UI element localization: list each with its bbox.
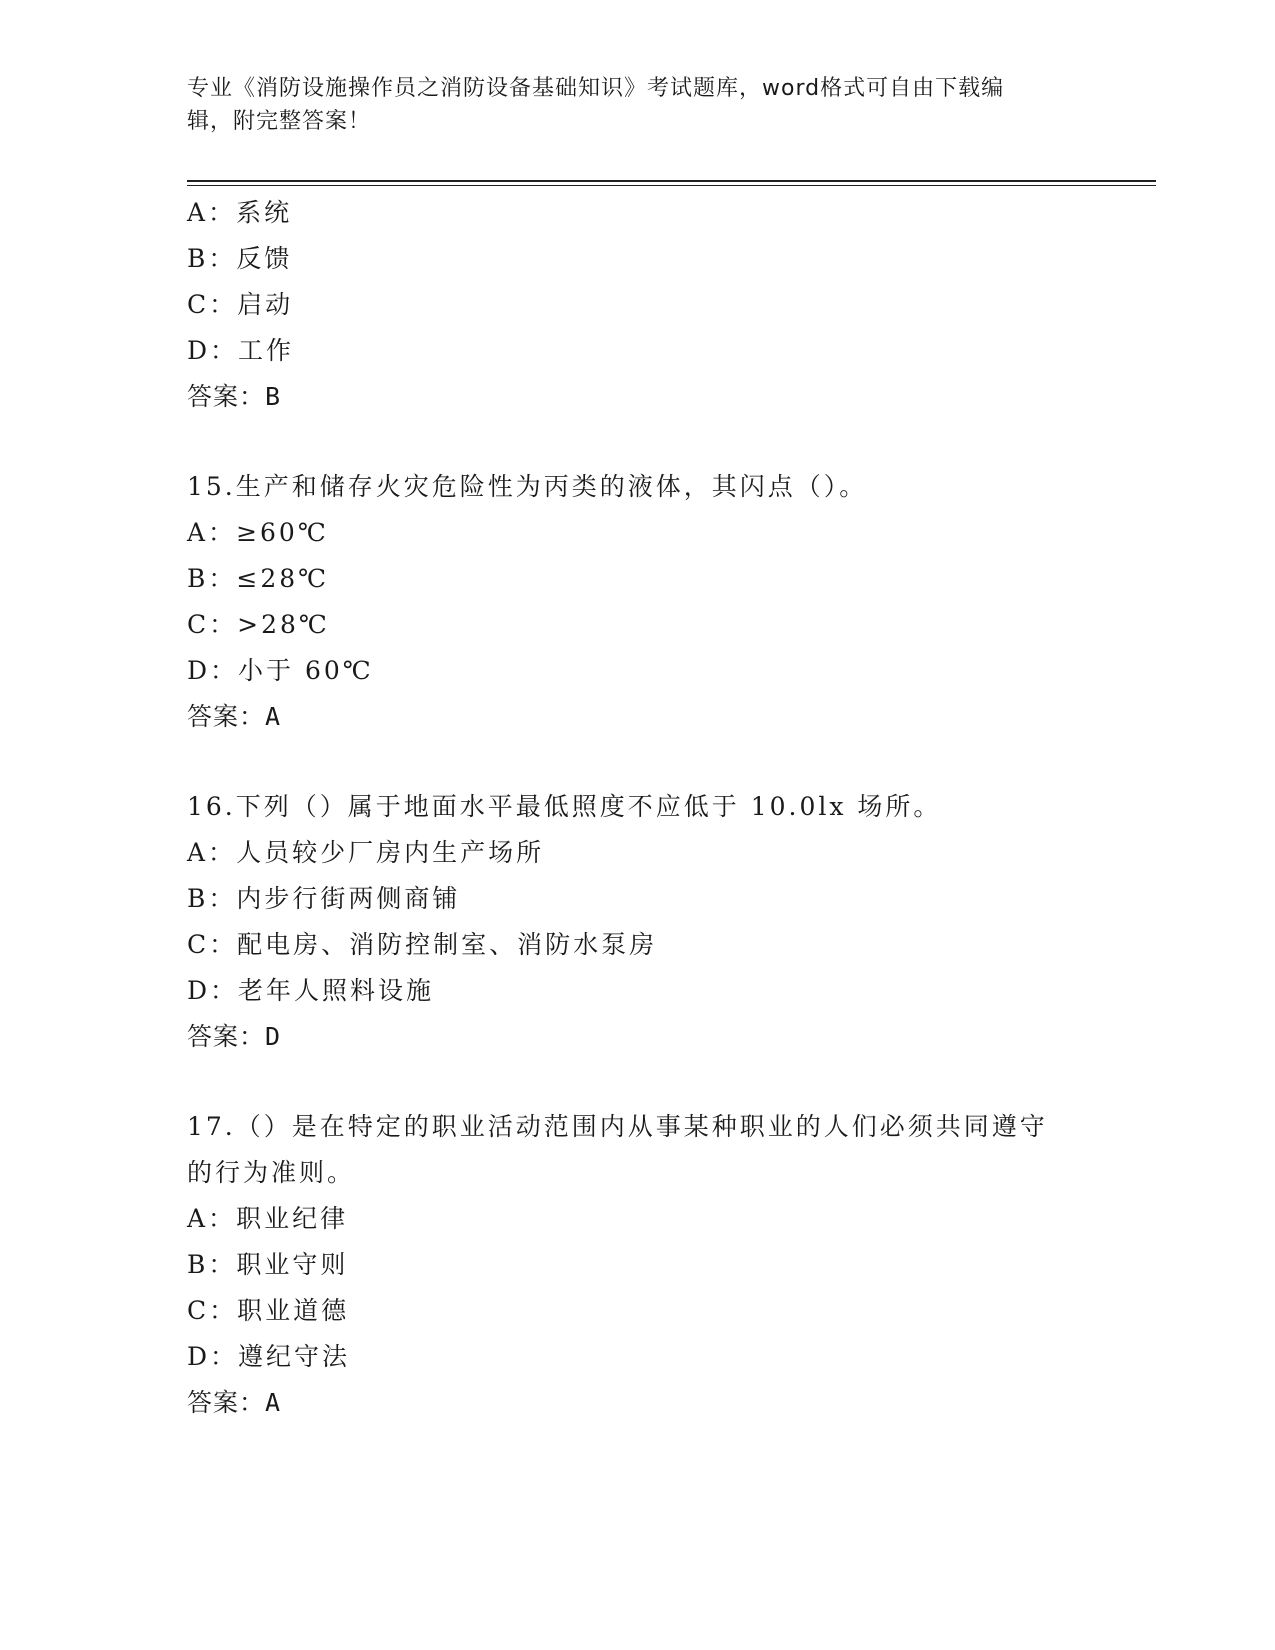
option-b	[187, 236, 1087, 282]
answer-line	[187, 374, 1087, 420]
option-c	[187, 922, 1087, 968]
header-divider	[187, 180, 1156, 186]
option-text: ≥60℃	[236, 518, 329, 547]
option-text: 人员较少厂房内生产场所	[236, 838, 545, 867]
option-label: C：	[187, 930, 238, 959]
option-c	[187, 282, 1087, 328]
question-block	[187, 1104, 1087, 1426]
option-text: 反馈	[236, 244, 293, 273]
option-text: 配电房、消防控制室、消防水泵房	[237, 930, 658, 959]
option-text: >28℃	[237, 610, 330, 639]
option-label: C：	[187, 1296, 238, 1325]
option-label: B：	[187, 1250, 237, 1279]
option-text: ≤28℃	[236, 564, 330, 593]
answer-label: 答案：	[187, 702, 266, 731]
option-text: 内步行街两侧商铺	[236, 884, 461, 913]
option-label: A：	[187, 1204, 237, 1233]
answer-value: A	[265, 702, 282, 731]
header-line-1: 专业《消防设施操作员之消防设备基础知识》考试题库，word格式可自由下载编	[187, 76, 1005, 101]
option-label: C：	[187, 290, 238, 319]
question-stem	[187, 464, 1087, 510]
question-text: 下列（）属于地面水平最低照度不应低于 10.0lx 场所。	[235, 792, 942, 821]
option-d	[187, 328, 1087, 374]
option-label: A：	[187, 838, 237, 867]
answer-line	[187, 1380, 1087, 1426]
question-text: 生产和储存火灾危险性为丙类的液体，其闪点（）。	[235, 472, 868, 501]
question-block	[187, 464, 1087, 740]
option-text: 启动	[237, 290, 294, 319]
option-label: D：	[187, 336, 239, 365]
option-label: B：	[187, 244, 237, 273]
option-text: 工作	[238, 336, 295, 365]
question-stem	[187, 1104, 1087, 1150]
answer-label: 答案：	[187, 1388, 266, 1417]
option-text: 职业纪律	[236, 1204, 349, 1233]
answer-value: B	[265, 382, 282, 411]
answer-value: A	[265, 1388, 282, 1417]
option-c	[187, 602, 1087, 648]
question-text: （）是在特定的职业活动范围内从事某种职业的人们必须共同遵守	[235, 1112, 1048, 1141]
answer-line	[187, 1014, 1087, 1060]
question-stem	[187, 784, 1087, 830]
option-b	[187, 876, 1087, 922]
option-a	[187, 190, 1087, 236]
question-text: 的行为准则。	[187, 1158, 356, 1187]
option-text: 小于 60℃	[238, 656, 374, 685]
option-a	[187, 1196, 1087, 1242]
option-a	[187, 830, 1087, 876]
option-label: B：	[187, 884, 237, 913]
option-text: 职业道德	[237, 1296, 350, 1325]
document-header	[187, 72, 1087, 138]
option-d	[187, 968, 1087, 1014]
option-d	[187, 1334, 1087, 1380]
question-number: 16.	[187, 792, 236, 821]
option-label: A：	[187, 518, 237, 547]
answer-label: 答案：	[187, 382, 266, 411]
option-label: D：	[187, 976, 239, 1005]
option-text: 系统	[236, 198, 293, 227]
option-label: A：	[187, 198, 237, 227]
option-a	[187, 510, 1087, 556]
option-label: C：	[187, 610, 238, 639]
option-b	[187, 556, 1087, 602]
option-label: D：	[187, 656, 239, 685]
question-number: 17.	[187, 1112, 236, 1141]
question-block	[187, 190, 1087, 420]
question-number: 15.	[187, 472, 236, 501]
option-label: D：	[187, 1342, 239, 1371]
option-c	[187, 1288, 1087, 1334]
answer-label: 答案：	[187, 1022, 266, 1051]
option-b	[187, 1242, 1087, 1288]
question-list	[187, 190, 1087, 1426]
answer-value: D	[265, 1022, 282, 1051]
option-label: B：	[187, 564, 237, 593]
option-text: 老年人照料设施	[238, 976, 435, 1005]
option-text: 职业守则	[236, 1250, 349, 1279]
header-line-2: 辑，附完整答案！	[187, 109, 372, 134]
answer-line	[187, 694, 1087, 740]
question-stem-continued	[187, 1150, 1087, 1196]
option-text: 遵纪守法	[238, 1342, 351, 1371]
question-block	[187, 784, 1087, 1060]
option-d	[187, 648, 1087, 694]
